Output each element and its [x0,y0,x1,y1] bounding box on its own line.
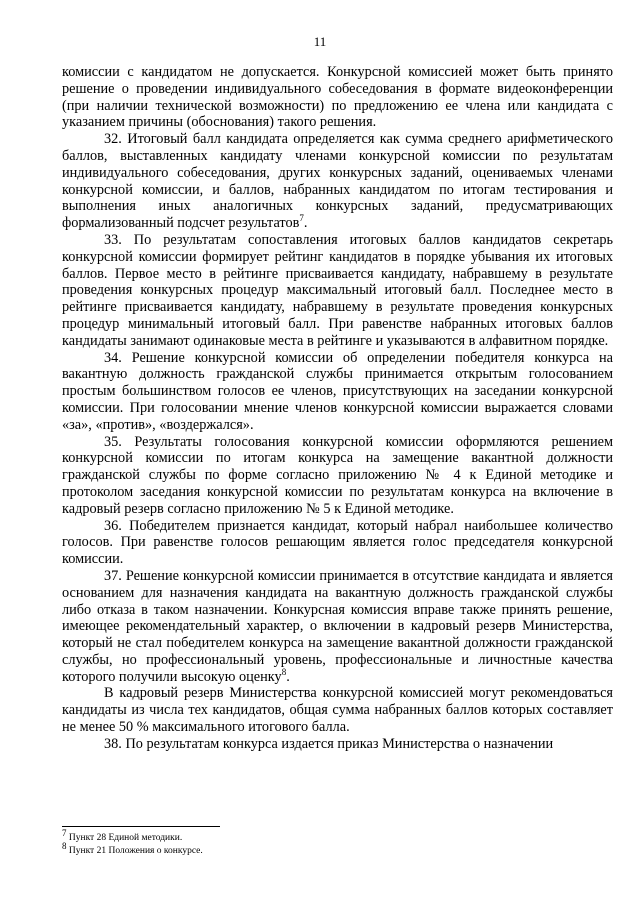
footnote-separator [62,826,220,827]
footnote-ref-7: 7 [299,213,304,224]
footnote-8: $^8$ Пункт 21 Положения о конкурсе. [62,840,203,856]
paragraph-38: 38. По результатам конкурса издается приказ Министерства о назначении [104,735,554,752]
document-body [62,64,613,753]
footnote-7: $^7$ Пункт 28 Единой методики. [62,827,183,843]
paragraph-37: 37. Решение конкурсной комиссии принимается в отсутствие кандидата и является основанием для назначения кандидата на вакантную должность гражданской службы либо отказа в таком назначении. Конкурсная комиссия вправе также принять решение, имеющее рекомендательный характер, о включении в кадровый резерв Министерства, который не стал победителем конкурса на замещение вакантной должности гражданской службы, но профессиональный уровень, профессиональные и личностные качества которого получили высокую оценку$^8$. [62,567,613,685]
paragraph-32: 32. Итоговый балл кандидата определяется как сумма среднего арифметического баллов, выставленных кандидату членами конкурсной комиссии по результатам индивидуального собеседования, других конкурсных заданий, оцениваемых членами конкурсной комиссии, и баллов, набранных кандидатом по итогам тестирования и выполнения иных аналогичных конкурсных заданий, предусматривающих формализованный подсчет результатов$^7$. [62,131,613,232]
paragraph-35: 35. Результаты голосования конкурсной комиссии оформляются решением конкурсной комиссии по итогам конкурса на замещение вакантной должности гражданской службы по форме согласно приложению № 4 к Единой методике и протоколом заседания конкурсной комиссии по результатам конкурса на включение в кадровый резерв согласно приложению № 5 к Единой методике. [62,433,613,517]
footnote-ref-8: 8 [281,666,287,677]
paragraph-34: 34. Решение конкурсной комиссии об определении победителя конкурса на вакантную должность гражданской службы принимается открытым голосованием простым большинством голосов ее членов, присутствующих на заседании конкурсной комиссии. При голосовании мнение членов конкурсной комиссии выражается словами «за», «против», «воздержался». [62,349,613,433]
page-number: 11 [313,34,327,49]
footnotes [62,827,602,858]
paragraph-36: 36. Победителем признается кандидат, который набрал наибольшее количество голосов. При равенстве голосов решающим является голос председателя конкурсной комиссии. [62,517,613,568]
paragraph-continuation: комиссии с кандидатом не допускается. Конкурсной комиссией может быть принято решение о проведении индивидуального собеседования в формате видеоконференции (при наличии технической возможности) по предложению ее члена или кандидата с указанием причины (обоснования) такого решения. [62,64,613,131]
paragraph-reserve: В кадровый резерв Министерства конкурсной комиссией могут рекомендоваться кандидаты из числа тех кандидатов, общая сумма набранных баллов которых составляет не менее 50 % максимального итогового балла. [62,685,613,736]
paragraph-33: 33. По результатам сопоставления итоговых баллов кандидатов секретарь конкурсной комиссии формирует рейтинг кандидатов в порядке убывания их итоговых баллов. Первое место в рейтинге присваивается кандидату, набравшему в результате проведения конкурсных процедур максимальный итоговый балл. Последнее место в рейтинге присваивается кандидату, набравшему в результате проведения конкурсных процедур минимальный итоговый балл. При равенстве набранных итоговых баллов кандидаты занимают одинаковые места в рейтинге и указываются в алфавитном порядке. [62,231,613,349]
